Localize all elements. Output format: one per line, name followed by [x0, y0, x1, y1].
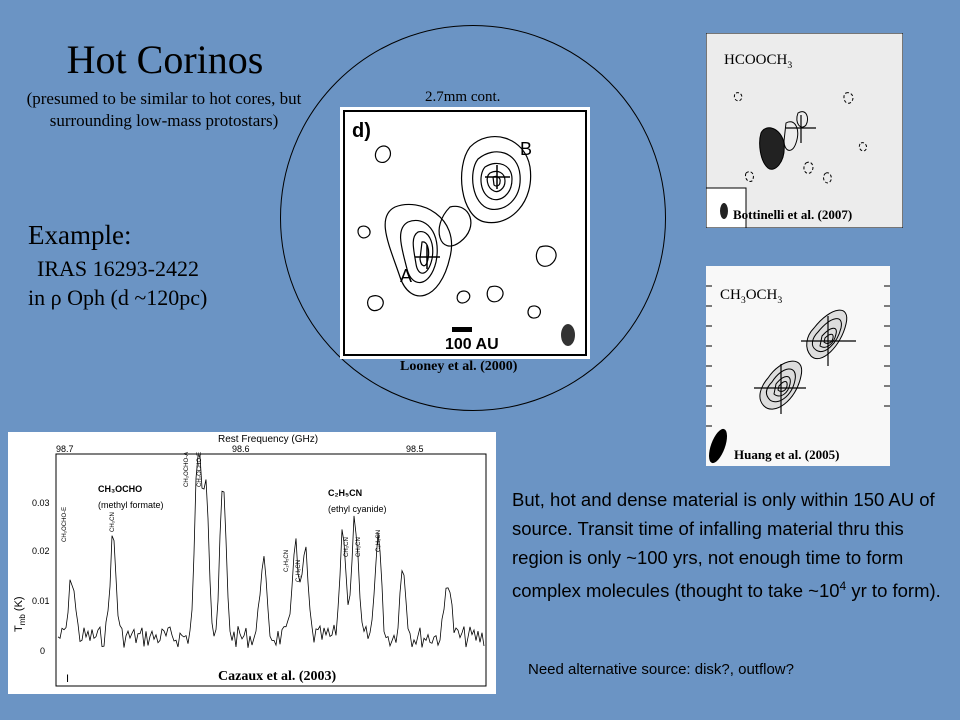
- example-location-rest: Oph (d ~120pc): [61, 285, 208, 310]
- looney-contour-svg: [340, 107, 590, 359]
- source-a-label: A: [400, 266, 413, 286]
- example-location: [28, 285, 207, 311]
- huang-caption: Huang et al. (2005): [734, 447, 840, 462]
- y-tick-0: 0: [40, 646, 46, 656]
- need-alternative-note: Need alternative source: disk?, outflow?: [528, 661, 794, 678]
- ch3och3-sub2: 3: [777, 295, 783, 306]
- body-paragraph: [512, 485, 942, 605]
- cazaux-caption: Cazaux et al. (2003): [218, 669, 337, 684]
- line-label: CH₃OCHO-A: [184, 451, 190, 487]
- line-label: C₂H₅CN: [296, 559, 302, 582]
- body-text-sup: 4: [839, 579, 847, 593]
- looney-contour-map: [340, 107, 590, 359]
- example-heading: Example:: [28, 220, 132, 250]
- hcooch3-label: [724, 52, 792, 71]
- cazaux-spectrum: [8, 432, 496, 694]
- top-tick-1: 98.7: [56, 444, 74, 454]
- scale-label: 100 AU: [445, 336, 499, 353]
- hcooch3-sub: 3: [787, 60, 793, 71]
- bottinelli-caption: Bottinelli et al. (2007): [733, 207, 853, 222]
- hcooch3-base: HCOOCH: [724, 52, 788, 68]
- line-label: CH₃CN: [344, 537, 350, 557]
- continuum-label: 2.7mm cont.: [425, 89, 501, 105]
- ch3och3-label: [720, 287, 782, 306]
- spectrum-svg: [8, 432, 496, 694]
- looney-caption: Looney et al. (2000): [400, 359, 518, 374]
- body-text-part2: yr to form).: [846, 580, 941, 602]
- line-label: C₂H₅CN: [284, 549, 290, 572]
- example-source: IRAS 16293-2422: [37, 256, 199, 281]
- y-tick-002: 0.02: [32, 546, 50, 556]
- top-axis-title: Rest Frequency (GHz): [218, 434, 319, 445]
- line-label: CH₃CN: [110, 512, 116, 532]
- rho-symbol: ρ: [50, 285, 62, 310]
- ch3och3-sub1: 3: [740, 295, 746, 306]
- body-text-part1: But, hot and dense material is only within 150 AU of source. Transit time of infalling material thru this region is only ~100 yrs, not enough time to form complex molecules (thought to take ~10: [512, 489, 935, 602]
- line-label: C₂H₅CN: [376, 529, 382, 552]
- example-location-prefix: in: [28, 285, 51, 310]
- species2-label: C₂H₅CN: [328, 488, 363, 498]
- scale-bar: [452, 327, 472, 332]
- source-b-label: B: [520, 139, 533, 159]
- line-label: CH₃OCHO-E: [197, 451, 203, 487]
- panel-letter: d): [352, 120, 371, 142]
- y-axis-label: [13, 596, 27, 632]
- slide-title: Hot Corinos: [66, 37, 264, 82]
- bottinelli-beam: [720, 203, 728, 219]
- beam-ellipse: [561, 324, 575, 346]
- corner-mark: I: [66, 673, 70, 685]
- line-label: CH₃CN: [356, 537, 362, 557]
- species1-label: CH₃OCHO: [98, 484, 143, 494]
- top-tick-3: 98.5: [406, 444, 424, 454]
- species1-name: (methyl formate): [98, 500, 164, 510]
- line-label: CH₃OCHO-E: [62, 506, 68, 542]
- species2-name: (ethyl cyanide): [328, 504, 387, 514]
- top-tick-2: 98.6: [232, 444, 250, 454]
- ch3och3-base: CH: [720, 287, 741, 303]
- contours-b: [358, 137, 556, 318]
- y-tick-003: 0.03: [32, 498, 50, 508]
- slide-subtitle: (presumed to be similar to hot cores, but surrounding low-mass protostars): [26, 89, 302, 130]
- ch3och3-mid: OCH: [745, 287, 778, 303]
- svg-text:Tmb (K): $T_{mb}$ (K): [13, 596, 27, 632]
- y-tick-001: 0.01: [32, 596, 50, 606]
